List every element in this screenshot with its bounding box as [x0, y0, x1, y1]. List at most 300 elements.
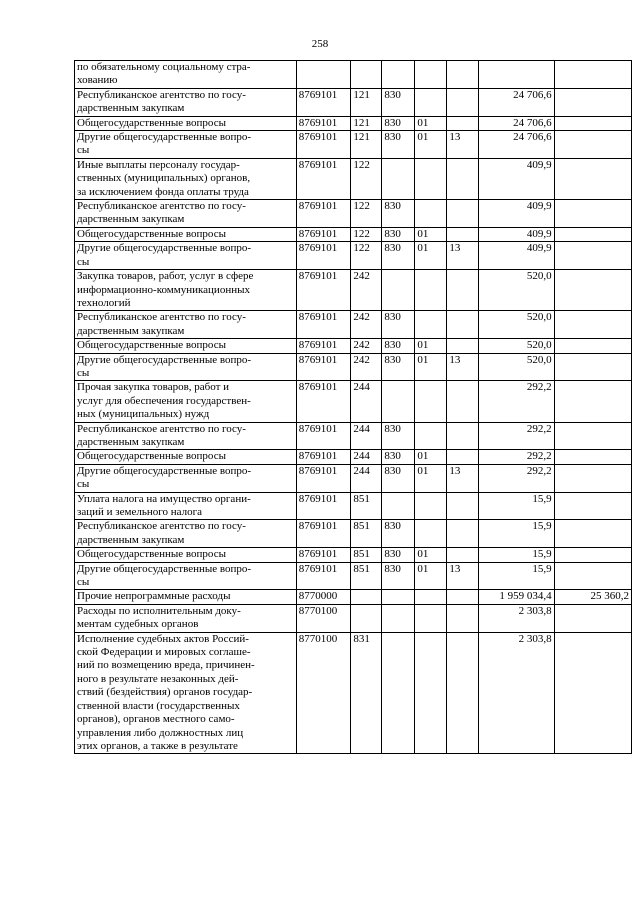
amount-cell-text: 520,0 — [526, 339, 552, 352]
item-name-cell-text: Республиканское агентство по госу- дарственным закупкам — [77, 520, 246, 546]
expense-type-cell — [351, 88, 382, 116]
target-code-cell-text: 8769101 — [298, 227, 338, 240]
item-name-cell-text: Другие общегосударственные вопро- сы — [77, 562, 252, 589]
department-code-cell-text: 830 — [384, 548, 401, 561]
expense-type-cell — [351, 311, 382, 339]
target-code-cell-text: 8770000 — [298, 590, 338, 603]
budget-table — [74, 60, 632, 754]
item-name-cell — [75, 353, 297, 381]
amount-extra-cell — [554, 88, 631, 116]
subsection-cell — [447, 548, 479, 562]
item-name-cell — [75, 200, 297, 228]
amount-cell — [479, 242, 554, 270]
item-name-cell-text: Общегосударственные вопросы — [77, 339, 226, 352]
section-cell — [415, 131, 447, 159]
amount-cell-text: 15,9 — [532, 548, 552, 561]
section-cell-text: 01 — [417, 339, 429, 352]
item-name-cell — [75, 270, 297, 311]
target-code-cell — [296, 590, 351, 604]
section-cell — [415, 227, 447, 241]
expense-type-cell-text: 121 — [353, 88, 370, 101]
expense-type-cell-text: 831 — [353, 632, 370, 645]
amount-cell — [479, 590, 554, 604]
item-name-cell — [75, 590, 297, 604]
item-name-cell — [75, 422, 297, 450]
section-cell — [415, 200, 447, 228]
target-code-cell — [296, 562, 351, 590]
target-code-cell — [296, 311, 351, 339]
target-code-cell — [296, 270, 351, 311]
item-name-cell-text: Республиканское агентство по госу- дарственным закупкам — [77, 200, 246, 226]
item-name-cell-text: Иные выплаты персоналу государ- ственных (муниципальных) органов, за исключением фонда оплаты труда — [77, 158, 251, 198]
expense-type-cell-text: 122 — [353, 158, 370, 171]
department-code-cell — [382, 590, 415, 604]
item-name-cell — [75, 88, 297, 116]
department-code-cell-text: 830 — [384, 353, 401, 366]
amount-cell — [479, 131, 554, 159]
item-name-cell — [75, 227, 297, 241]
target-code-cell-text: 8769101 — [298, 422, 338, 435]
item-name-cell — [75, 464, 297, 492]
page-number: 258 — [311, 38, 329, 50]
amount-extra-cell — [554, 339, 631, 353]
section-cell — [415, 311, 447, 339]
expense-type-cell — [351, 590, 382, 604]
department-code-cell-text: 830 — [384, 227, 401, 240]
target-code-cell-text: 8769101 — [298, 116, 338, 129]
section-cell-text: 01 — [417, 131, 429, 144]
item-name-cell — [75, 520, 297, 548]
amount-extra-cell — [554, 158, 631, 199]
amount-cell — [479, 353, 554, 381]
expense-type-cell-text: 242 — [353, 353, 370, 366]
subsection-cell — [447, 339, 479, 353]
table-row — [75, 381, 632, 422]
subsection-cell — [447, 131, 479, 159]
department-code-cell — [382, 116, 415, 130]
amount-extra-cell — [554, 464, 631, 492]
item-name-cell-text: Общегосударственные вопросы — [77, 548, 226, 561]
expense-type-cell — [351, 61, 382, 89]
amount-cell-text: 292,2 — [526, 450, 552, 463]
expense-type-cell — [351, 604, 382, 632]
target-code-cell-text: 8769101 — [298, 131, 338, 144]
department-code-cell — [382, 422, 415, 450]
department-code-cell — [382, 131, 415, 159]
table-body — [75, 61, 632, 754]
amount-cell-text: 15,9 — [532, 520, 552, 533]
target-code-cell — [296, 61, 351, 89]
expense-type-cell-text: 121 — [353, 116, 370, 129]
department-code-cell — [382, 381, 415, 422]
expense-type-cell-text: 242 — [353, 339, 370, 352]
amount-cell — [479, 200, 554, 228]
item-name-cell — [75, 381, 297, 422]
amount-cell — [479, 227, 554, 241]
amount-cell — [479, 339, 554, 353]
amount-extra-cell — [554, 548, 631, 562]
item-name-cell-text: Уплата налога на имущество органи- заций и земельного налога — [77, 492, 251, 518]
table-row — [75, 270, 632, 311]
subsection-cell — [447, 450, 479, 464]
subsection-cell — [447, 604, 479, 632]
target-code-cell — [296, 381, 351, 422]
subsection-cell — [447, 242, 479, 270]
target-code-cell-text: 8769101 — [298, 242, 338, 255]
target-code-cell-text: 8770100 — [298, 604, 338, 617]
amount-cell-text: 520,0 — [526, 270, 552, 283]
item-name-cell-text: Другие общегосударственные вопро- сы — [77, 131, 252, 157]
amount-extra-cell — [554, 492, 631, 520]
amount-cell — [479, 116, 554, 130]
expense-type-cell — [351, 548, 382, 562]
target-code-cell — [296, 353, 351, 381]
subsection-cell — [447, 520, 479, 548]
department-code-cell — [382, 88, 415, 116]
amount-cell — [479, 61, 554, 89]
section-cell — [415, 604, 447, 632]
item-name-cell-text: Другие общегосударственные вопро- сы — [77, 242, 252, 268]
amount-cell — [479, 450, 554, 464]
amount-cell — [479, 520, 554, 548]
expense-type-cell — [351, 200, 382, 228]
amount-cell — [479, 492, 554, 520]
section-cell — [415, 548, 447, 562]
item-name-cell — [75, 242, 297, 270]
department-code-cell — [382, 464, 415, 492]
table-row — [75, 131, 632, 159]
target-code-cell-text: 8769101 — [298, 548, 338, 561]
item-name-cell-text: Общегосударственные вопросы — [77, 450, 226, 463]
amount-cell — [479, 270, 554, 311]
section-cell-text: 01 — [417, 242, 429, 255]
item-name-cell-text: Исполнение судебных актов Россий- ской Федерации и мировых соглаше- ний по возмещению вреда, причинен- ного в результате незаконных дей- ствий (бездействия) органов государ- ственной власти (государственных органов), органов местного само- управления либо должностных лиц этих органов, а также в результате — [77, 632, 255, 752]
table-row — [75, 158, 632, 199]
target-code-cell-text: 8769101 — [298, 353, 338, 366]
table-row — [75, 464, 632, 492]
subsection-cell — [447, 353, 479, 381]
table-row — [75, 200, 632, 228]
amount-extra-cell — [554, 311, 631, 339]
item-name-cell-text: по обязательному социальному стра- хованию — [77, 61, 251, 87]
amount-cell-text: 409,9 — [526, 200, 552, 213]
section-cell-text: 01 — [417, 227, 429, 240]
section-cell — [415, 381, 447, 422]
target-code-cell-text: 8769101 — [298, 270, 338, 283]
expense-type-cell-text: 851 — [353, 492, 370, 505]
target-code-cell-text: 8769101 — [298, 520, 338, 533]
expense-type-cell-text: 851 — [353, 548, 370, 561]
table-row — [75, 353, 632, 381]
amount-cell-text: 24 706,6 — [513, 116, 552, 129]
target-code-cell-text: 8769101 — [298, 158, 338, 171]
expense-type-cell — [351, 270, 382, 311]
section-cell — [415, 88, 447, 116]
department-code-cell-text: 830 — [384, 464, 401, 477]
section-cell-text: 01 — [417, 116, 429, 129]
amount-extra-cell — [554, 116, 631, 130]
expense-type-cell — [351, 381, 382, 422]
subsection-cell — [447, 116, 479, 130]
subsection-cell-text: 13 — [449, 242, 461, 255]
department-code-cell — [382, 548, 415, 562]
target-code-cell — [296, 464, 351, 492]
item-name-cell-text: Другие общегосударственные вопро- сы — [77, 353, 252, 379]
target-code-cell-text: 8769101 — [298, 339, 338, 352]
subsection-cell — [447, 270, 479, 311]
expense-type-cell — [351, 632, 382, 754]
table-row — [75, 242, 632, 270]
expense-type-cell-text: 244 — [353, 422, 370, 435]
expense-type-cell-text: 851 — [353, 520, 370, 533]
amount-extra-cell — [554, 242, 631, 270]
amount-extra-cell — [554, 353, 631, 381]
department-code-cell — [382, 227, 415, 241]
item-name-cell-text: Другие общегосударственные вопро- сы — [77, 464, 252, 491]
amount-cell-text: 15,9 — [532, 562, 552, 575]
amount-cell-text: 520,0 — [526, 311, 552, 324]
subsection-cell — [447, 381, 479, 422]
department-code-cell — [382, 270, 415, 311]
table-row — [75, 227, 632, 241]
table-row — [75, 311, 632, 339]
target-code-cell — [296, 88, 351, 116]
amount-cell — [479, 158, 554, 199]
table-row — [75, 632, 632, 754]
amount-cell-text: 1 959 034,4 — [499, 590, 552, 603]
expense-type-cell-text: 122 — [353, 227, 370, 240]
item-name-cell — [75, 158, 297, 199]
department-code-cell — [382, 339, 415, 353]
item-name-cell-text: Прочая закупка товаров, работ и услуг для обеспечения государствен- ных (муниципальных) нужд — [77, 381, 251, 421]
target-code-cell — [296, 158, 351, 199]
section-cell-text: 01 — [417, 353, 429, 366]
subsection-cell — [447, 562, 479, 590]
subsection-cell-text: 13 — [449, 562, 461, 575]
table-row — [75, 339, 632, 353]
table-row — [75, 492, 632, 520]
department-code-cell-text: 830 — [384, 450, 401, 463]
expense-type-cell-text: 122 — [353, 200, 370, 213]
amount-extra-cell — [554, 562, 631, 590]
subsection-cell — [447, 311, 479, 339]
target-code-cell — [296, 131, 351, 159]
subsection-cell-text: 13 — [449, 131, 461, 144]
subsection-cell-text: 13 — [449, 353, 461, 366]
amount-extra-cell — [554, 632, 631, 754]
item-name-cell-text: Прочие непрограммные расходы — [77, 590, 231, 603]
expense-type-cell-text: 244 — [353, 450, 370, 463]
section-cell — [415, 422, 447, 450]
item-name-cell — [75, 61, 297, 89]
section-cell-text: 01 — [417, 450, 429, 463]
target-code-cell-text: 8769101 — [298, 562, 338, 575]
subsection-cell — [447, 632, 479, 754]
target-code-cell — [296, 632, 351, 754]
table-row — [75, 548, 632, 562]
amount-cell-text: 2 303,8 — [518, 604, 552, 617]
target-code-cell — [296, 450, 351, 464]
target-code-cell — [296, 422, 351, 450]
item-name-cell — [75, 548, 297, 562]
table-row — [75, 61, 632, 89]
amount-cell-text: 292,2 — [526, 422, 552, 435]
expense-type-cell — [351, 492, 382, 520]
amount-cell — [479, 464, 554, 492]
expense-type-cell — [351, 450, 382, 464]
item-name-cell-text: Республиканское агентство по госу- дарственным закупкам — [77, 422, 246, 448]
department-code-cell — [382, 61, 415, 89]
department-code-cell — [382, 562, 415, 590]
department-code-cell — [382, 311, 415, 339]
subsection-cell — [447, 88, 479, 116]
amount-cell-text: 409,9 — [526, 227, 552, 240]
section-cell — [415, 270, 447, 311]
section-cell — [415, 520, 447, 548]
expense-type-cell — [351, 242, 382, 270]
amount-cell — [479, 562, 554, 590]
target-code-cell — [296, 520, 351, 548]
department-code-cell — [382, 520, 415, 548]
department-code-cell-text: 830 — [384, 562, 401, 575]
expense-type-cell — [351, 422, 382, 450]
expense-type-cell — [351, 339, 382, 353]
department-code-cell-text: 830 — [384, 422, 401, 435]
item-name-cell-text: Расходы по исполнительным доку- ментам судебных органов — [77, 604, 241, 631]
amount-cell — [479, 604, 554, 632]
department-code-cell-text: 830 — [384, 88, 401, 101]
target-code-cell-text: 8769101 — [298, 464, 338, 477]
target-code-cell — [296, 242, 351, 270]
amount-cell — [479, 381, 554, 422]
department-code-cell — [382, 242, 415, 270]
item-name-cell — [75, 450, 297, 464]
item-name-cell-text: Республиканское агентство по госу- дарственным закупкам — [77, 88, 246, 115]
item-name-cell — [75, 311, 297, 339]
target-code-cell — [296, 116, 351, 130]
amount-extra-cell — [554, 590, 631, 604]
expense-type-cell-text: 244 — [353, 464, 370, 477]
target-code-cell — [296, 492, 351, 520]
subsection-cell — [447, 227, 479, 241]
table-row — [75, 88, 632, 116]
item-name-cell — [75, 562, 297, 590]
target-code-cell — [296, 548, 351, 562]
target-code-cell-text: 8769101 — [298, 381, 338, 394]
department-code-cell — [382, 158, 415, 199]
expense-type-cell-text: 851 — [353, 562, 370, 575]
amount-extra-cell — [554, 270, 631, 311]
amount-extra-cell — [554, 422, 631, 450]
target-code-cell — [296, 200, 351, 228]
table-row — [75, 422, 632, 450]
section-cell — [415, 339, 447, 353]
amount-cell — [479, 311, 554, 339]
item-name-cell — [75, 339, 297, 353]
department-code-cell — [382, 604, 415, 632]
section-cell-text: 01 — [417, 562, 429, 575]
section-cell — [415, 353, 447, 381]
amount-cell — [479, 548, 554, 562]
expense-type-cell — [351, 116, 382, 130]
department-code-cell — [382, 492, 415, 520]
department-code-cell — [382, 353, 415, 381]
target-code-cell-text: 8769101 — [298, 492, 338, 505]
item-name-cell — [75, 492, 297, 520]
amount-extra-cell — [554, 520, 631, 548]
department-code-cell — [382, 632, 415, 754]
amount-cell-text: 520,0 — [526, 353, 552, 366]
section-cell — [415, 61, 447, 89]
table-row — [75, 604, 632, 632]
subsection-cell — [447, 200, 479, 228]
table-row — [75, 590, 632, 604]
section-cell — [415, 632, 447, 754]
expense-type-cell-text: 121 — [353, 131, 370, 144]
expense-type-cell — [351, 562, 382, 590]
expense-type-cell-text: 244 — [353, 381, 370, 394]
subsection-cell — [447, 422, 479, 450]
expense-type-cell-text: 242 — [353, 270, 370, 283]
amount-extra-cell — [554, 61, 631, 89]
department-code-cell-text: 830 — [384, 200, 401, 213]
department-code-cell-text: 830 — [384, 311, 401, 324]
amount-cell-text: 24 706,6 — [513, 131, 552, 144]
target-code-cell-text: 8770100 — [298, 632, 338, 645]
table-row — [75, 520, 632, 548]
amount-extra-cell — [554, 131, 631, 159]
target-code-cell — [296, 604, 351, 632]
expense-type-cell — [351, 131, 382, 159]
amount-cell-text: 292,2 — [526, 381, 552, 394]
item-name-cell-text: Общегосударственные вопросы — [77, 227, 226, 240]
item-name-cell — [75, 632, 297, 754]
department-code-cell-text: 830 — [384, 339, 401, 352]
subsection-cell — [447, 464, 479, 492]
expense-type-cell-text: 242 — [353, 311, 370, 324]
section-cell-text: 01 — [417, 548, 429, 561]
target-code-cell-text: 8769101 — [298, 450, 338, 463]
amount-cell-text: 24 706,6 — [513, 88, 552, 101]
department-code-cell — [382, 200, 415, 228]
item-name-cell — [75, 131, 297, 159]
amount-extra-cell — [554, 450, 631, 464]
expense-type-cell-text: 122 — [353, 242, 370, 255]
section-cell — [415, 450, 447, 464]
department-code-cell-text: 830 — [384, 116, 401, 129]
section-cell — [415, 562, 447, 590]
table-row — [75, 562, 632, 590]
department-code-cell-text: 830 — [384, 242, 401, 255]
section-cell — [415, 464, 447, 492]
subsection-cell — [447, 61, 479, 89]
section-cell — [415, 492, 447, 520]
amount-cell — [479, 422, 554, 450]
amount-cell-text: 409,9 — [526, 158, 552, 171]
section-cell — [415, 158, 447, 199]
target-code-cell-text: 8769101 — [298, 88, 338, 101]
table-row — [75, 450, 632, 464]
target-code-cell-text: 8769101 — [298, 311, 338, 324]
department-code-cell-text: 830 — [384, 131, 401, 144]
amount-cell-text: 2 303,8 — [518, 632, 552, 645]
expense-type-cell — [351, 158, 382, 199]
item-name-cell-text: Закупка товаров, работ, услуг в сфере информационно-коммуникационных технологий — [77, 270, 254, 309]
amount-cell — [479, 88, 554, 116]
expense-type-cell — [351, 520, 382, 548]
section-cell — [415, 116, 447, 130]
amount-extra-cell — [554, 200, 631, 228]
